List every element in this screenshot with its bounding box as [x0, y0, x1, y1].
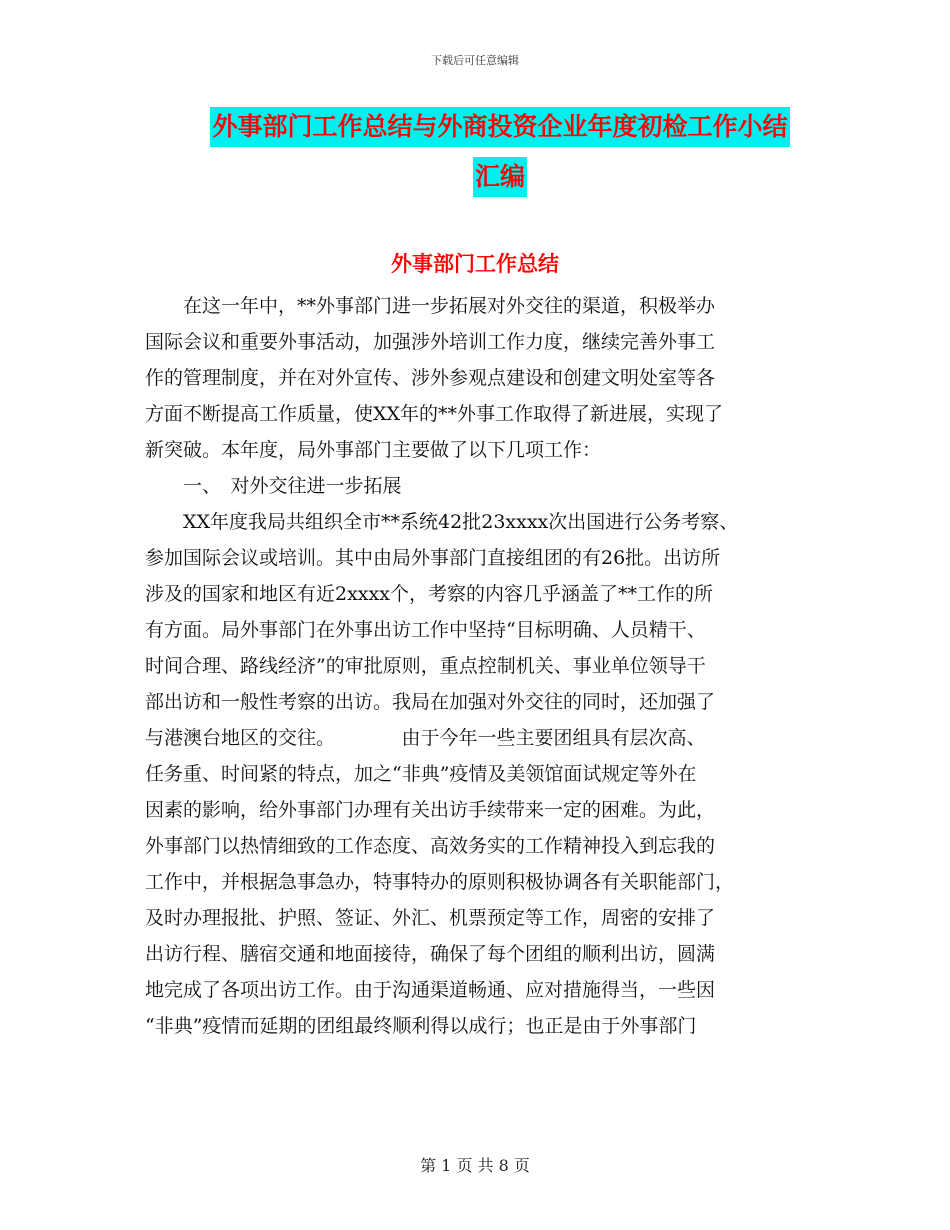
body-line: 新突破。本年度，局外事部门主要做了以下几项工作： [145, 439, 602, 461]
body-line: 及时办理报批、护照、签证、外汇、机票预定等工作，周密的安排了 [145, 907, 716, 929]
body-line: 一、 对外交往进一步拓展 [145, 475, 402, 497]
body-line: 方面不断提高工作质量，使XX年的**外事工作取得了新进展，实现了 [145, 403, 724, 425]
body-line: 与港澳台地区的交往。 由于今年一些主要团组具有层次高、 [145, 727, 706, 749]
body-line: 外事部门以热情细致的工作态度、高效务实的工作精神投入到忘我的 [145, 835, 716, 857]
body-line: 工作中，并根据急事急办，特事特办的原则积极协调各有关职能部门， [145, 871, 735, 893]
body-line: 部出访和一般性考察的出访。我局在加强对外交往的同时，还加强了 [145, 691, 716, 713]
body-line: 国际会议和重要外事活动，加强涉外培训工作力度，继续完善外事工 [145, 331, 716, 353]
body-line: 地完成了各项出访工作。由于沟通渠道畅通、应对措施得当，一些因 [145, 979, 716, 1001]
header-note: 下载后可任意编辑 [431, 54, 519, 67]
title-line-1: 外事部门工作总结与外商投资企业年度初检工作小结 [210, 107, 789, 147]
body-line: 出访行程、膳宿交通和地面接待，确保了每个团组的顺利出访，圆满 [145, 943, 716, 965]
document-title [190, 107, 810, 197]
page-footer: 第 1 页 共 8 页 [420, 1156, 530, 1175]
body-line: 因素的影响，给外事部门办理有关出访手续带来一定的困难。为此， [145, 799, 716, 821]
body-line: 时间合理、路线经济”的审批原则，重点控制机关、事业单位领导干 [145, 655, 706, 677]
body-line: 有方面。局外事部门在外事出访工作中坚持“目标明确、人员精干、 [145, 619, 706, 641]
body-line: 涉及的国家和地区有近2xxxx个，考察的内容几乎涵盖了**工作的所 [145, 583, 713, 605]
body-line: 任务重、时间紧的特点，加之“非典”疫情及美领馆面试规定等外在 [145, 763, 697, 785]
body-line: 在这一年中，**外事部门进一步拓展对外交往的渠道，积极举办 [145, 295, 716, 317]
body-line: 参加国际会议或培训。其中由局外事部门直接组团的有26批。出访所 [145, 547, 721, 569]
body-line: “非典”疫情而延期的团组最终顺利得以成行；也正是由于外事部门 [145, 1015, 697, 1037]
title-line-2: 汇编 [473, 157, 527, 197]
section-title: 外事部门工作总结 [391, 252, 559, 276]
body-line: XX年度我局共组织全市**系统42批23xxxx次出国进行公务考察、 [145, 511, 739, 533]
body-line: 作的管理制度，并在对外宣传、涉外参观点建设和创建文明处室等各 [145, 367, 716, 389]
